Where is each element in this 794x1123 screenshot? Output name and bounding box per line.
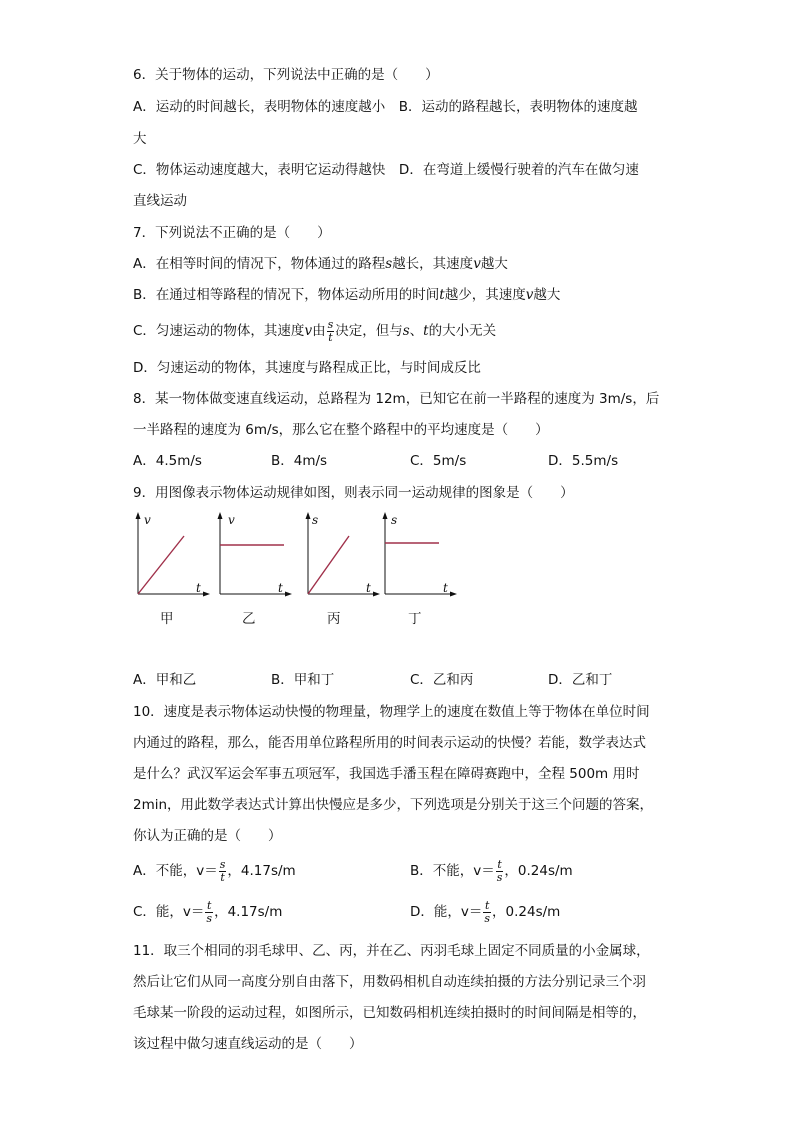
q8-option-d: D．5.5m/s	[548, 453, 619, 469]
var-v: v	[304, 323, 313, 339]
graph-jia	[128, 510, 212, 602]
q6-options-cd-wrap: 直线运动	[133, 193, 187, 209]
q10-option-d	[410, 897, 560, 927]
text: C．能，v＝	[133, 904, 205, 920]
graph-label-jia: 甲	[160, 611, 174, 627]
q7-option-b	[133, 286, 560, 304]
text: 越大	[480, 256, 508, 272]
denominator: s	[496, 870, 503, 884]
q10-stem-line4: 2min，用此数学表达式计算出快慢应是多少，下列选项是分别关于这三个问题的答案，	[133, 797, 654, 813]
q11-stem-line4: 该过程中做匀速直线运动的是（ ）	[133, 1036, 363, 1052]
q9-option-a: A．甲和乙	[133, 672, 197, 688]
text: 决定，但与	[335, 323, 403, 339]
fraction	[205, 900, 213, 925]
var-v: v	[525, 287, 534, 303]
q6-stem: 6．关于物体的运动，下列说法中正确的是（ ）	[133, 67, 439, 83]
q7-option-d: D．匀速运动的物体，其速度与路程成正比，与时间成反比	[133, 360, 481, 376]
graph-yi	[210, 510, 294, 602]
numerator: t	[207, 898, 212, 912]
q8-stem-line2: 一半路程的速度为 6m/s，那么它在整个路程中的平均速度是（ ）	[133, 422, 549, 438]
x-axis-label: t	[196, 581, 201, 595]
text: A．在相等时间的情况下，物体通过的路程	[133, 256, 386, 272]
numerator: t	[485, 898, 490, 912]
fraction	[483, 900, 491, 925]
q9-option-d: D．乙和丁	[548, 672, 613, 688]
q8-option-c: C．5m/s	[410, 453, 467, 469]
q11-stem-line3: 毛球某一阶段的运动过程，如图所示，已知数码相机连续拍摄时的时间间隔是相等的，	[133, 1005, 646, 1021]
text: 越长，其速度	[392, 256, 474, 272]
text: 由	[312, 323, 326, 339]
fraction	[496, 859, 504, 884]
denominator: s	[484, 911, 491, 925]
q11-stem-line1: 11．取三个相同的羽毛球甲、乙、丙，并在乙、丙羽毛球上固定不同质量的小金属球，	[133, 943, 650, 959]
text: 越少，其速度	[444, 287, 526, 303]
q9-option-c: C．乙和丙	[410, 672, 474, 688]
q6-options-ab: A．运动的时间越长，表明物体的速度越小 B．运动的路程越长，表明物体的速度越	[133, 99, 638, 115]
q8-stem-line1: 8．某一物体做变速直线运动，总路程为 12m，已知它在前一半路程的速度为 3m/s，后	[133, 391, 660, 407]
q10-option-c	[133, 897, 282, 927]
denominator: s	[206, 911, 213, 925]
text: ，4.17s/m	[227, 863, 296, 879]
q9-stem: 9．用图像表示物体运动规律如图，则表示同一运动规律的图象是（ ）	[133, 485, 574, 501]
q10-option-a	[133, 856, 296, 886]
q7-stem: 7．下列说法不正确的是（ ）	[133, 225, 331, 241]
q8-option-b: B．4m/s	[271, 453, 328, 469]
y-axis-label: v	[144, 513, 151, 527]
q10-stem-line3: 是什么？武汉军运会军事五项冠军，我国选手潘玉程在障碍赛跑中，全程 500m 用时	[133, 766, 640, 782]
text: ，0.24s/m	[504, 863, 573, 879]
fraction-s-over-t	[327, 319, 335, 344]
fraction	[219, 859, 227, 884]
denominator: t	[220, 870, 225, 884]
y-axis-label: s	[312, 513, 319, 527]
var-v: v	[473, 256, 481, 272]
graph-line	[308, 536, 349, 594]
numerator: s	[327, 317, 334, 331]
text: A．不能，v＝	[133, 863, 218, 879]
numerator: s	[219, 857, 226, 871]
graph-label-ding: 丁	[408, 611, 422, 627]
text: C．匀速运动的物体，其速度	[133, 323, 305, 339]
text: 的大小无关	[428, 323, 497, 339]
q10-stem-line2: 内通过的路程，那么，能否用单位路程所用的时间表示运动的快慢？若能，数学表达式	[133, 735, 646, 751]
var-s: s	[402, 323, 410, 339]
var-t: t	[423, 323, 429, 339]
graph-label-bing: 丙	[327, 611, 341, 627]
q11-stem-line2: 然后让它们从同一高度分别自由落下，用数码相机自动连续拍摄的方法分别记录三个羽	[133, 974, 646, 990]
q6-options-ab-wrap: 大	[133, 131, 147, 147]
q8-option-a: A．4.5m/s	[133, 453, 202, 469]
text: ，0.24s/m	[492, 904, 561, 920]
text: B．在通过相等路程的情况下，物体运动所用的时间	[133, 287, 440, 303]
text: D．能，v＝	[410, 904, 483, 920]
text: B．不能，v＝	[410, 863, 495, 879]
numerator: t	[497, 857, 502, 871]
q7-option-a	[133, 255, 508, 273]
var-s: s	[385, 256, 393, 272]
graph-line	[138, 536, 184, 594]
y-axis-label: v	[228, 513, 235, 527]
denominator: t	[328, 330, 333, 344]
x-axis-label: t	[278, 581, 283, 595]
q7-option-c	[133, 316, 496, 346]
x-axis-label: t	[443, 581, 448, 595]
text: 、	[409, 323, 424, 339]
text: ，4.17s/m	[214, 904, 283, 920]
q9-option-b: B．甲和丁	[271, 672, 335, 688]
y-axis-label: s	[391, 513, 398, 527]
q6-options-cd: C．物体运动速度越大，表明它运动得越快 D．在弯道上缓慢行驶着的汽车在做匀速	[133, 162, 639, 178]
var-t: t	[439, 287, 445, 303]
graph-ding	[375, 510, 459, 602]
graph-bing	[298, 510, 382, 602]
text: 越大	[533, 287, 561, 303]
q10-stem-line1: 10．速度是表示物体运动快慢的物理量，物理学上的速度在数值上等于物体在单位时间	[133, 704, 650, 720]
q10-stem-line5: 你认为正确的是（ ）	[133, 828, 282, 844]
x-axis-label: t	[366, 581, 371, 595]
q10-option-b	[410, 856, 573, 886]
graph-label-yi: 乙	[242, 611, 256, 627]
